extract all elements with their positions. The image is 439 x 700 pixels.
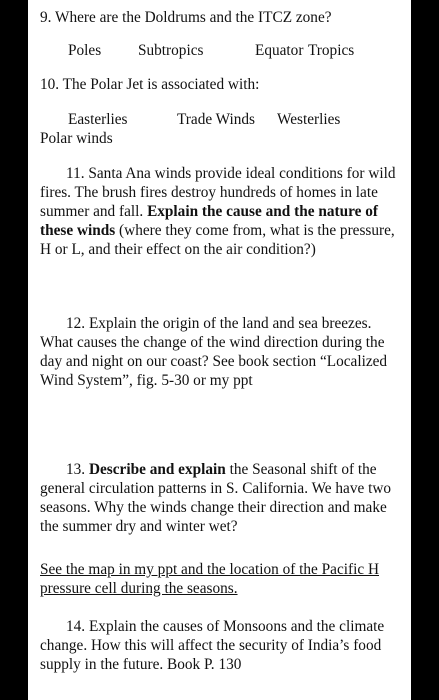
question-10: 10. The Polar Jet is associated with: [40, 76, 260, 93]
q13-bold-instruction: Describe and explain [88, 461, 226, 478]
q11-bold-instruction: Explain the cause and the nature of these winds [40, 203, 378, 239]
q11-details: (where they come from, what is the pressure, H or L, and their effect on the air condition?) [40, 222, 395, 258]
q13-details: the Seasonal shift of the general circulation patterns in S. California. We have two seasons. Why the winds change their direction and make the summer dry and winter wet? [40, 461, 392, 535]
q9-option-poles: Poles [68, 42, 102, 59]
q10-option-trade-winds: Trade Winds [177, 111, 256, 128]
q11-intro: 11. Santa Ana winds provide ideal conditions for wild fires. The brush fires destroy hundreds of homes in late summer and fall. [40, 165, 396, 220]
q9-option-subtropics: Subtropics [138, 42, 204, 59]
question-9: 9. Where are the Doldrums and the ITCZ zone? [40, 9, 332, 26]
q10-option-polar-winds: Polar winds [40, 130, 113, 147]
q10-option-easterlies: Easterlies [68, 111, 128, 128]
q9-option-tropics: Tropics [308, 42, 355, 59]
q9-option-equator: Equator [255, 42, 304, 59]
q10-option-westerlies: Westerlies [277, 111, 341, 128]
question-12: 12. Explain the origin of the land and sea breezes. What causes the change of the wind direction during the day and night on our coast? See book section “Localized Wind System”, fig. 5-30 or my ppt [40, 315, 388, 389]
question-14: 14. Explain the causes of Monsoons and the climate change. How this will affect the security of India’s food supply in the future. Book P. 130 [40, 618, 385, 673]
question-11 [40, 164, 396, 259]
q13-note [40, 560, 396, 598]
q13-underlined-note: See the map in my ppt and the location of the Pacific H pressure cell during the seasons. [40, 561, 379, 597]
worksheet-page [28, 0, 411, 700]
question-13 [40, 460, 396, 536]
q13-number: 13. [66, 461, 89, 478]
